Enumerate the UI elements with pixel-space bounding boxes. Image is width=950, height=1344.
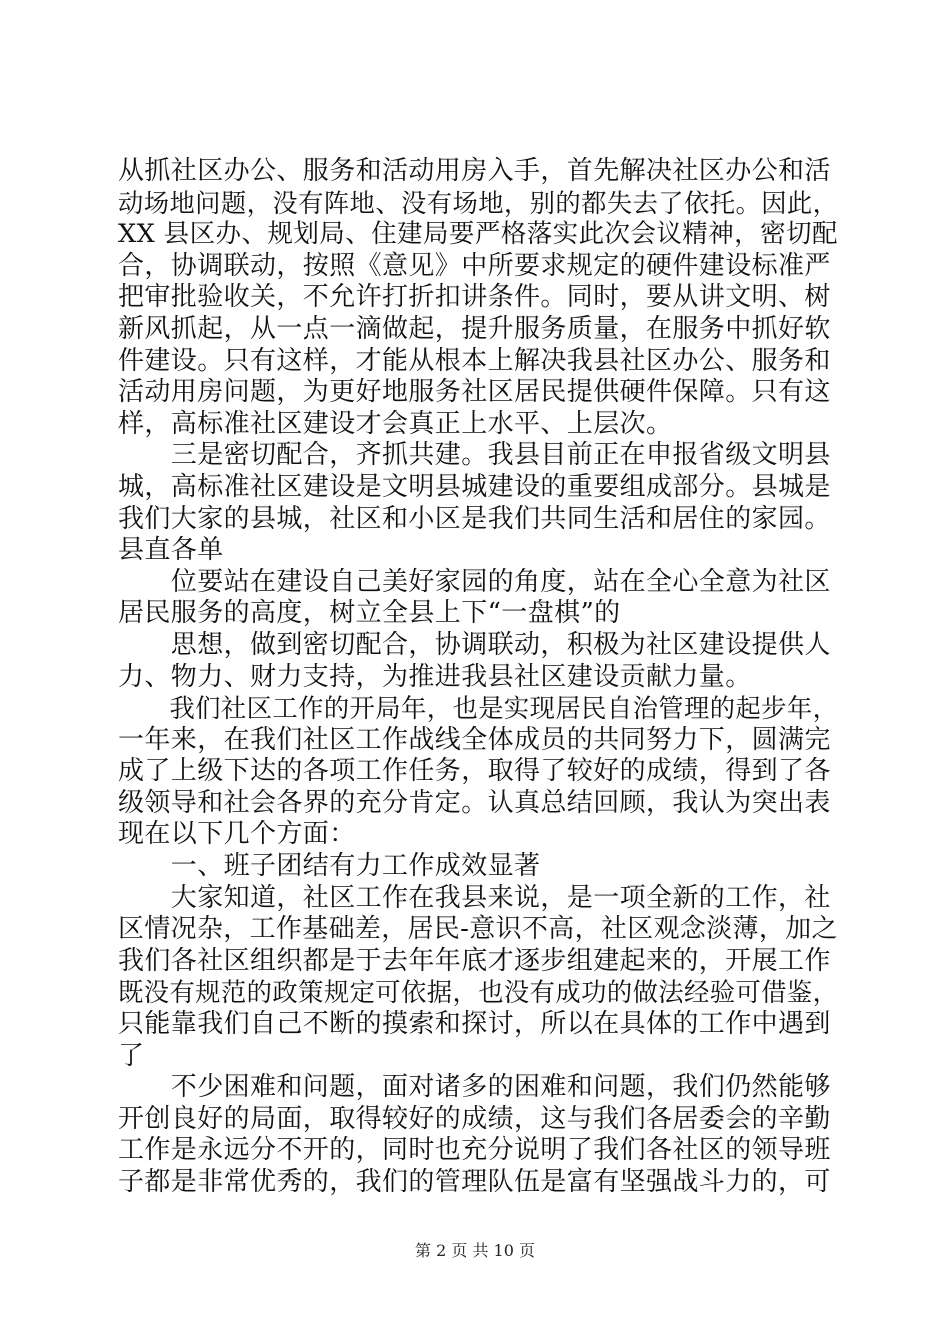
text-line: 不少困难和问题，面对诸多的困难和问题，我们仍然能够 xyxy=(118,1072,831,1103)
text-line: 样，高标准社区建设才会真正上水平、上层次。 xyxy=(118,408,673,439)
text-line: 工作是永远分不开的，同时也充分说明了我们各社区的领导班 xyxy=(118,1135,831,1166)
text-line: 一、班子团结有力工作成效显著 xyxy=(118,851,541,882)
text-line: 大家知道，社区工作在我县来说，是一项全新的工作，社 xyxy=(118,882,831,913)
page-number-footer: 第 2 页 共 10 页 xyxy=(415,1241,535,1260)
text-line: 只能靠我们自己不断的摸索和探讨，所以在具体的工作中遇到 xyxy=(118,1009,831,1040)
text-line: 区情况杂，工作基础差，居民-意识不高，社区观念淡薄，加之 xyxy=(118,914,838,945)
text-line: 成了上级下达的各项工作任务，取得了较好的成绩，得到了各 xyxy=(118,756,831,787)
text-line: 活动用房问题，为更好地服务社区居民提供硬件保障。只有这 xyxy=(118,377,831,408)
text-line: 了 xyxy=(118,1040,145,1071)
text-line: 合，协调联动，按照《意见》中所要求规定的硬件建设标准严 xyxy=(118,250,831,281)
text-line: 城，高标准社区建设是文明县城建设的重要组成部分。县城是 xyxy=(118,471,831,502)
text-line: 级领导和社会各界的充分肯定。认真总结回顾，我认为突出表 xyxy=(118,787,831,818)
text-line: 新风抓起，从一点一滴做起，提升服务质量，在服务中抓好软 xyxy=(118,313,831,344)
document-body xyxy=(118,156,838,1199)
text-line: 子都是非常优秀的，我们的管理队伍是富有坚强战斗力的，可 xyxy=(118,1167,831,1197)
text-line: 动场地问题，没有阵地、没有场地，别的都失去了依托。因此， xyxy=(118,187,839,218)
text-line: 三是密切配合，齐抓共建。我县目前正在申报省级文明县 xyxy=(118,440,831,471)
text-line: 一年来，在我们社区工作战线全体成员的共同努力下，圆满完 xyxy=(118,724,831,755)
text-line: 县直各单 xyxy=(118,535,224,566)
text-line: 我们各社区组织都是于去年年底才逐步组建起来的，开展工作 xyxy=(118,945,831,976)
text-line: 开创良好的局面，取得较好的成绩，这与我们各居委会的辛勤 xyxy=(118,1103,831,1134)
text-line: 位要站在建设自己美好家园的角度，站在全心全意为社区 xyxy=(118,566,831,597)
text-line: 件建设。只有这样，才能从根本上解决我县社区办公、服务和 xyxy=(118,345,831,376)
text-line: 我们大家的县城，社区和小区是我们共同生活和居住的家园。 xyxy=(118,503,831,534)
text-line: 把审批验收关，不允许打折扣讲条件。同时，要从讲文明、树 xyxy=(118,282,831,313)
text-line: 既没有规范的政策规定可依据，也没有成功的做法经验可借鉴， xyxy=(118,977,839,1008)
text-line: XX 县区办、规划局、住建局要严格落实此次会议精神，密切配 xyxy=(118,219,838,250)
text-line: 居民服务的高度，树立全县上下“一盘棋”的 xyxy=(118,598,621,629)
text-line: 思想，做到密切配合，协调联动，积极为社区建设提供人 xyxy=(118,629,831,660)
text-line: 我们社区工作的开局年，也是实现居民自治管理的起步年， xyxy=(118,693,839,724)
text-line: 力、物力、财力支持，为推进我县社区建设贡献力量。 xyxy=(118,661,752,692)
text-line: 从抓社区办公、服务和活动用房入手，首先解决社区办公和活 xyxy=(118,156,831,186)
text-line: 现在以下几个方面： xyxy=(118,819,356,850)
